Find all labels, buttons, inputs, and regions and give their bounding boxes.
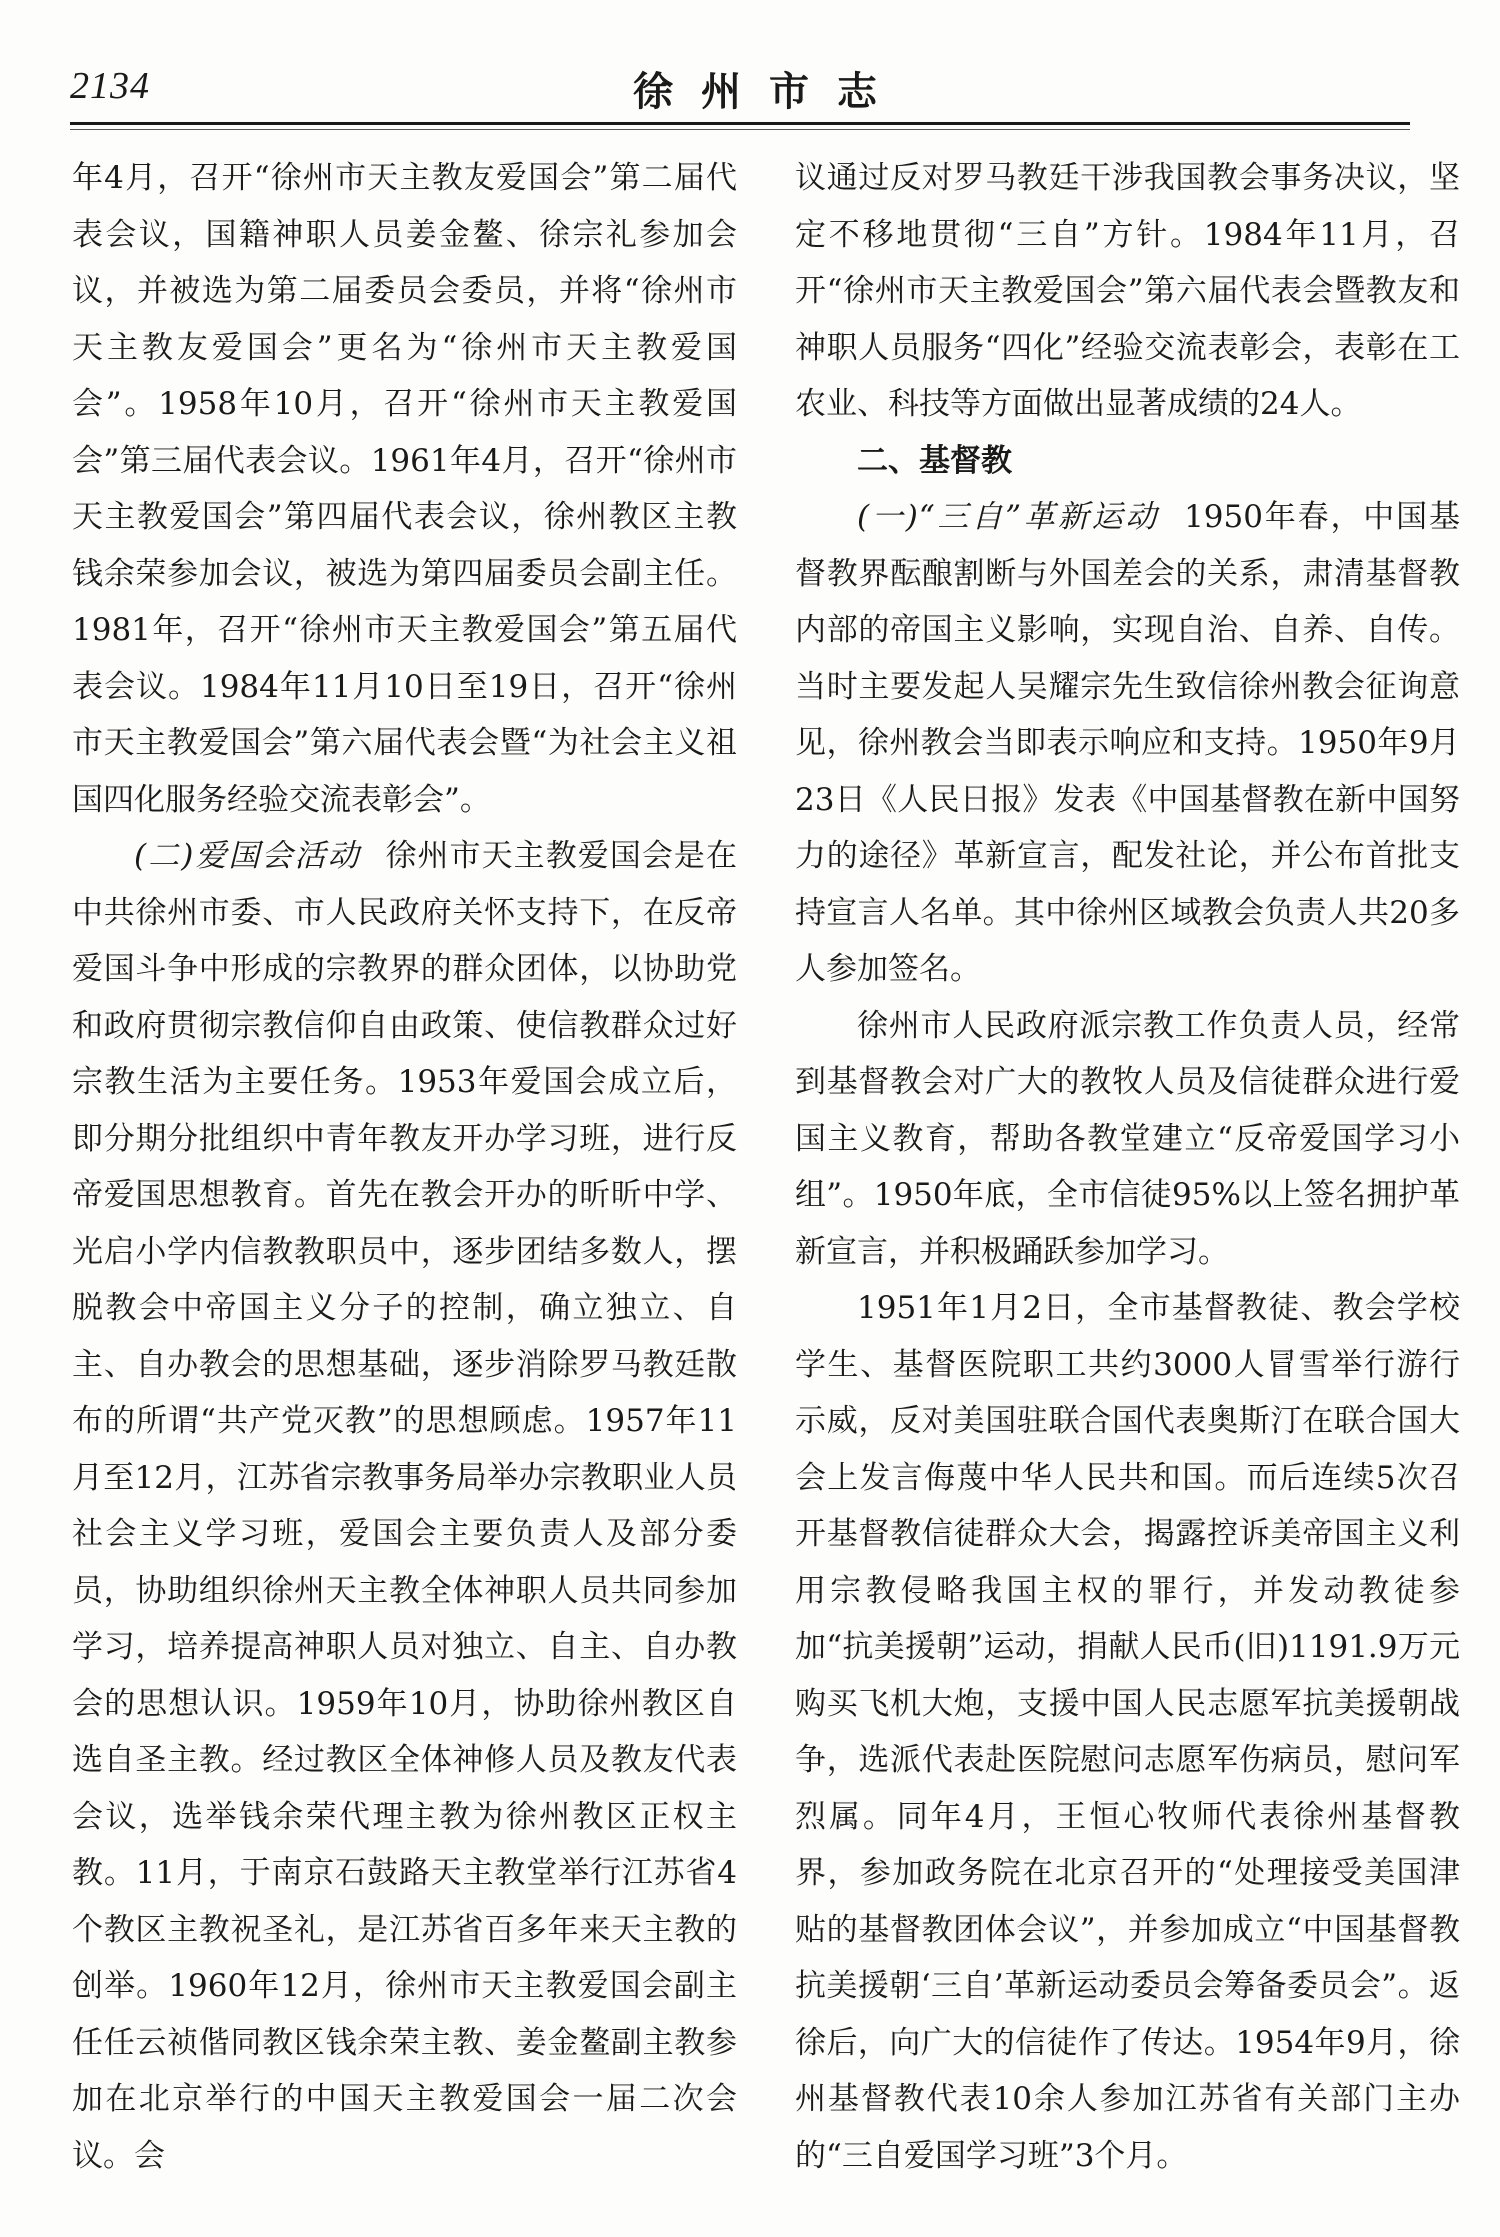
paragraph-body: 1950年春，中国基督教界酝酿割断与外国差会的关系，肃清基督教内部的帝国主义影响，实现自治、自养、自传。当时主要发起人吴耀宗先生致信徐州教会征询意见，徐州教会当即表示响应和支持。1950年9月23日《人民日报》发表《中国基督教在新中国努力的途径》革新宣言，配发社论，并公布首批支持宣言人名单。其中徐州区域教会负责人共20多人参加签名。 xyxy=(795,499,1460,987)
paragraph-continuation: 议通过反对罗马教廷干涉我国教会事务决议，坚定不移地贯彻“三自”方针。1984年11月，召开“徐州市天主教爱国会”第六届代表会暨教友和神职人员服务“四化”经验交流表彰会，表彰在工农业、科技等方面做出显著成绩的24人。 xyxy=(795,160,1460,422)
paragraph-body: 徐州市天主教爱国会是在中共徐州市委、市人民政府关怀支持下，在反帝爱国斗争中形成的宗教界的群众团体，以协助党和政府贯彻宗教信仰自由政策、使信教群众过好宗教生活为主要任务。1953年爱国会成立后，即分期分批组织中青年教友开办学习班，进行反帝爱国思想教育。首先在教会开办的昕昕中学、光启小学内信教教职员中，逐步团结多数人，摆脱教会中帝国主义分子的控制，确立独立、自主、自办教会的思想基础，逐步消除罗马教廷散布的所谓“共产党灭教”的思想顾虑。1957年11月至12月，江苏省宗教事务局举办宗教职业人员社会主义学习班，爱国会主要负责人及部分委员，协助组织徐州天主教全体神职人员共同参加学习，培养提高神职人员对独立、自主、自办教会的思想认识。1959年10月，协助徐州教区自选自圣主教。经过教区全体神修人员及教友代表会议，选举钱余荣代理主教为徐州教区正权主教。11月，于南京石鼓路天主教堂举行江苏省4个教区主教祝圣礼，是江苏省百多年来天主教的创举。1960年12月，徐州市天主教爱国会副主任任云祯偕同教区钱余荣主教、姜金鳌副主教参加在北京举行的中国天主教爱国会一届二次会议。会 xyxy=(72,838,737,2174)
header-rule-thin xyxy=(70,129,1410,130)
subsection-heading: (二)爱国会活动 xyxy=(134,838,361,874)
paragraph-continuation: 年4月，召开“徐州市天主教友爱国会”第二届代表会议，国籍神职人员姜金鳌、徐宗礼参加会议，并被选为第二届委员会委员，并将“徐州市天主教友爱国会”更名为“徐州市天主教爱国会”。1958年10月，召开“徐州市天主教爱国会”第三届代表会议。1961年4月，召开“徐州市天主教爱国会”第四届代表会议，徐州教区主教钱余荣参加会议，被选为第四届委员会副主任。1981年，召开“徐州市天主教爱国会”第五届代表会议。1984年11月10日至19日，召开“徐州市天主教爱国会”第六届代表会暨“为社会主义祖国四化服务经验交流表彰会”。 xyxy=(72,160,737,818)
paragraph-three-self-movement xyxy=(795,489,1460,998)
left-column xyxy=(72,150,737,2184)
header-rule xyxy=(70,122,1410,125)
paragraph-patriotic-association-activities xyxy=(72,828,737,2184)
page-header xyxy=(70,60,1440,120)
paragraph-1951-demonstration: 1951年1月2日，全市基督教徒、教会学校学生、基督医院职工共约3000人冒雪举行游行示威，反对美国驻联合国代表奥斯汀在联合国大会上发言侮蔑中华人民共和国。而后连续5次召开基督教信徒群众大会，揭露控诉美帝国主义利用宗教侵略我国主权的罪行，并发动教徒参加“抗美援朝”运动，捐献人民币(旧)1191.9万元购买飞机大炮，支援中国人民志愿军抗美援朝战争，选派代表赴医院慰问志愿军伤病员，慰问军烈属。同年4月，王恒心牧师代表徐州基督教界，参加政务院在北京召开的“处理接受美国津贴的基督教团体会议”，并参加成立“中国基督教抗美援朝‘三自’革新运动委员会筹备委员会”。返徐后，向广大的信徒作了传达。1954年9月，徐州基督教代表10余人参加江苏省有关部门主办的“三自爱国学习班”3个月。 xyxy=(795,1290,1460,2174)
section-heading: 二、基督教 xyxy=(857,442,1012,479)
subsection-heading: (一)“三自”革新运动 xyxy=(857,499,1160,535)
page-number: 2134 xyxy=(70,65,150,107)
right-column xyxy=(795,150,1460,2184)
paragraph-patriotic-education: 徐州市人民政府派宗教工作负责人员，经常到基督教会对广大的教牧人员及信徒群众进行爱国主义教育，帮助各教堂建立“反帝爱国学习小组”。1950年底，全市信徒95%以上签名拥护革新宣言，并积极踊跃参加学习。 xyxy=(795,1007,1460,1270)
book-title: 徐州市志 xyxy=(633,69,905,115)
